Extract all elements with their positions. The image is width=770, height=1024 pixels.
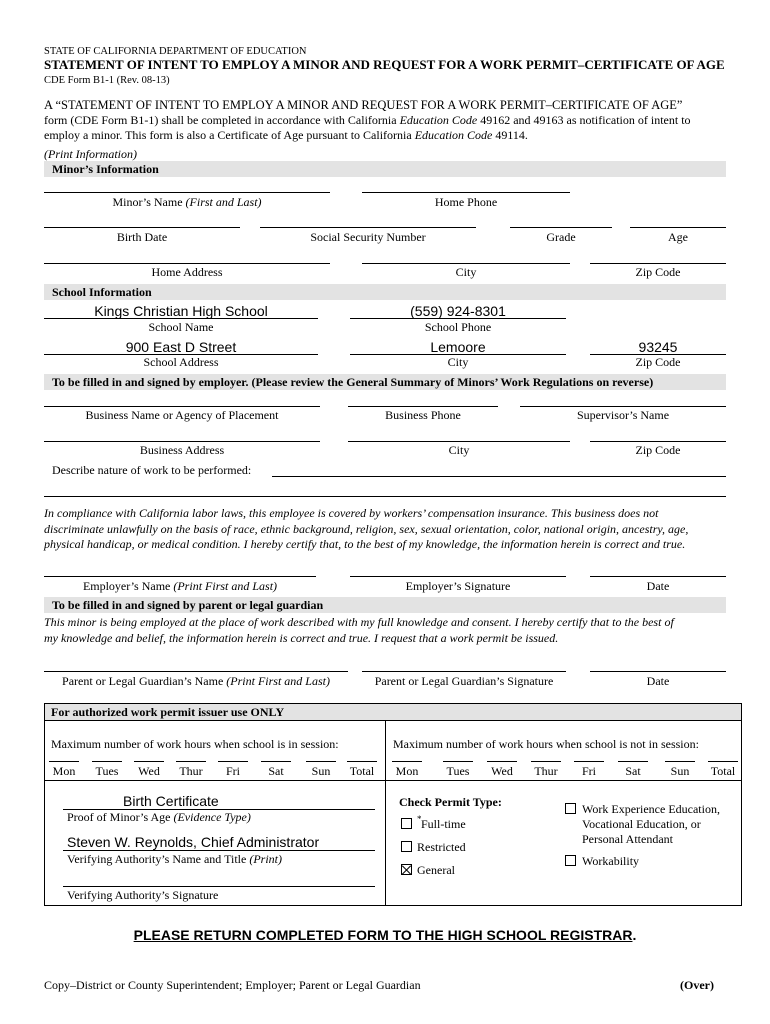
day-label: Sat: [268, 764, 284, 778]
guardian-line: This minor is being employed at the place of work described with my full knowledge and consent. I hereby certify that to the best of: [44, 615, 674, 629]
day-hours-field[interactable]: [708, 761, 738, 762]
day-hours-field[interactable]: [134, 761, 164, 762]
minor-info-heading: [44, 161, 726, 177]
fulltime-checkbox[interactable]: [401, 818, 412, 829]
return-form-instruction: [0, 926, 770, 944]
business-zip-label: Zip Code: [635, 443, 681, 457]
school-info-heading: [44, 284, 726, 300]
guardian-line: my knowledge and belief, the information herein is correct and true. I request that a work permit be issued.: [44, 630, 559, 645]
verifying-authority-signature-label: Verifying Authority’s Signature: [67, 888, 219, 902]
restricted-label: Restricted: [417, 840, 466, 854]
label-text: Verifying Authority’s Name and Title: [67, 852, 250, 866]
day-label: Thur: [179, 764, 203, 778]
section-heading-text: Minor’s Information: [52, 162, 159, 176]
minor-name-label: [44, 195, 330, 209]
work-experience-checkbox[interactable]: [565, 803, 576, 814]
section-heading-text: School Information: [52, 285, 152, 299]
evidence-type-value[interactable]: Birth Certificate: [123, 793, 219, 809]
label-text-italic: (Print): [249, 852, 282, 866]
day-label: Tues: [446, 764, 470, 778]
business-zip-field[interactable]: [590, 441, 726, 442]
employer-name-field[interactable]: [44, 576, 316, 577]
age-field[interactable]: [630, 227, 726, 228]
verifying-authority-signature-field[interactable]: [63, 886, 375, 887]
label-text: Employer’s Name: [82, 579, 174, 593]
ssn-field[interactable]: [260, 227, 476, 228]
business-phone-label: Business Phone: [385, 408, 461, 422]
age-label: Age: [668, 230, 688, 244]
day-hours-field[interactable]: [218, 761, 248, 762]
return-text: PLEASE RETURN COMPLETED FORM TO THE HIGH SCHOOL REGISTRAR: [133, 927, 633, 943]
business-city-field[interactable]: [348, 441, 570, 442]
intro-line-2: [44, 113, 691, 127]
day-label: Fri: [581, 764, 596, 778]
fulltime-asterisk: *: [417, 814, 422, 824]
minor-city-label: City: [455, 265, 477, 279]
over-note: (Over): [680, 978, 714, 992]
describe-work-label: Describe nature of work to be performed:: [52, 463, 252, 477]
section-heading-text: To be filled in and signed by parent or legal guardian: [52, 598, 324, 612]
day-label: Total: [349, 764, 375, 778]
day-hours-field[interactable]: [443, 761, 473, 762]
label-text-italic: (Evidence Type): [173, 810, 251, 824]
day-label: Thur: [534, 764, 558, 778]
check-permit-type-label: Check Permit Type:: [399, 795, 502, 809]
day-label: Mon: [52, 764, 76, 778]
form-number: CDE Form B1-1 (Rev. 08-13): [44, 75, 170, 86]
compliance-line: physical handicap, or medical condition. I hereby certify that, to the best of my knowledge, the information herein is correct and true.: [44, 537, 686, 551]
school-name-label: School Name: [148, 320, 214, 334]
verifying-authority-value[interactable]: Steven W. Reynolds, Chief Administrator: [67, 834, 320, 850]
guardian-heading: [44, 597, 726, 613]
compliance-line: In compliance with California labor laws, this employee is covered by workers’ compensation insurance. This business does not: [44, 506, 659, 520]
business-name-label: Business Name or Agency of Placement: [85, 408, 279, 422]
school-phone-line: [350, 318, 566, 319]
day-label: Mon: [395, 764, 419, 778]
minor-zip-label: Zip Code: [635, 265, 681, 279]
work-experience-label-2: Vocational Education, or: [582, 817, 701, 831]
home-address-field[interactable]: [44, 263, 330, 264]
intro-text: 49162 and 49163 as notification of intent to: [477, 113, 691, 127]
school-address-value[interactable]: 900 East D Street: [125, 339, 237, 355]
guardian-date-field[interactable]: [590, 671, 726, 672]
max-hours-not-in-session-label: Maximum number of work hours when school is not in session:: [393, 737, 699, 751]
employer-heading: [44, 374, 726, 390]
day-label: Sun: [670, 764, 690, 778]
intro-line-1: A “STATEMENT OF INTENT TO EMPLOY A MINOR AND REQUEST FOR A WORK PERMIT–CERTIFICATE OF AGE”: [44, 98, 683, 112]
max-hours-in-session-label: Maximum number of work hours when school is in session:: [51, 737, 339, 751]
issuer-box: [44, 703, 742, 906]
verifying-authority-line: [63, 850, 375, 851]
general-checkbox[interactable]: [401, 864, 412, 875]
guardian-name-label: [44, 674, 348, 688]
label-text: Proof of Minor’s Age: [67, 810, 174, 824]
intro-code: Education Code: [414, 128, 493, 142]
school-zip-value[interactable]: 93245: [638, 339, 678, 355]
department-name: STATE OF CALIFORNIA DEPARTMENT OF EDUCATION: [44, 46, 307, 57]
label-text-italic: (First and Last): [185, 195, 262, 209]
business-name-field[interactable]: [44, 406, 320, 407]
day-label: Tues: [95, 764, 119, 778]
school-name-line: [44, 318, 318, 319]
guardian-signature-label: Parent or Legal Guardian’s Signature: [374, 674, 554, 688]
section-heading-text: To be filled in and signed by employer. (Please review the General Summary of Minors’ Work Regulations on reverse): [52, 375, 654, 389]
issuer-heading: For authorized work permit issuer use ONLY: [51, 705, 285, 719]
intro-code: Education Code: [399, 113, 478, 127]
workability-label: Workability: [582, 854, 640, 868]
return-dot: .: [632, 927, 637, 943]
workability-checkbox[interactable]: [565, 855, 576, 866]
evidence-type-label: [67, 810, 251, 824]
day-hours-field[interactable]: [531, 761, 561, 762]
day-label: Wed: [491, 764, 513, 778]
print-information-note: (Print Information): [44, 147, 137, 161]
school-address-label: School Address: [143, 355, 219, 369]
school-phone-label: School Phone: [424, 320, 492, 334]
business-address-label: Business Address: [139, 443, 225, 457]
minor-zip-field[interactable]: [590, 263, 726, 264]
general-label: General: [417, 863, 455, 877]
compliance-statement: [44, 506, 734, 553]
work-experience-label-1: Work Experience Education,: [582, 802, 720, 816]
day-hours-field[interactable]: [392, 761, 422, 762]
grade-field[interactable]: [510, 227, 612, 228]
employer-date-label: Date: [646, 579, 670, 593]
minor-city-field[interactable]: [362, 263, 570, 264]
copy-distribution: Copy–District or County Superintendent; Employer; Parent or Legal Guardian: [44, 978, 421, 992]
work-experience-label-3: Personal Attendant: [582, 832, 673, 846]
school-name-value[interactable]: Kings Christian High School: [94, 303, 268, 319]
day-label: Fri: [225, 764, 240, 778]
day-label: Sat: [625, 764, 641, 778]
day-hours-field[interactable]: [49, 761, 79, 762]
school-city-value[interactable]: Lemoore: [430, 339, 486, 355]
issuer-divider-vertical: [385, 721, 386, 905]
guardian-statement: [44, 615, 734, 646]
fulltime-label: Full-time: [421, 817, 466, 831]
home-phone-label: Home Phone: [434, 195, 498, 209]
issuer-heading-band: [45, 704, 741, 721]
guardian-date-label: Date: [646, 674, 670, 688]
label-text: Parent or Legal Guardian’s Name: [62, 674, 227, 688]
employer-signature-label: Employer’s Signature: [405, 579, 511, 593]
school-zip-label: Zip Code: [635, 355, 681, 369]
describe-work-field-2[interactable]: [44, 496, 726, 497]
day-hours-field[interactable]: [347, 761, 377, 762]
label-text-italic: (Print First and Last): [226, 674, 330, 688]
home-phone-field[interactable]: [362, 192, 570, 193]
verifying-authority-label: [67, 852, 282, 866]
school-city-label: City: [447, 355, 469, 369]
school-phone-value[interactable]: (559) 924-8301: [410, 303, 506, 319]
day-hours-field[interactable]: [665, 761, 695, 762]
supervisor-label: Supervisor’s Name: [576, 408, 670, 422]
day-hours-field[interactable]: [618, 761, 648, 762]
guardian-name-field[interactable]: [44, 671, 348, 672]
intro-text: form (CDE Form B1-1) shall be completed in accordance with California: [44, 113, 400, 127]
intro-text: employ a minor. This form is also a Certificate of Age pursuant to California: [44, 128, 415, 142]
day-hours-field[interactable]: [176, 761, 206, 762]
day-hours-field[interactable]: [261, 761, 291, 762]
day-hours-field[interactable]: [306, 761, 336, 762]
business-city-label: City: [448, 443, 470, 457]
guardian-signature-field[interactable]: [362, 671, 566, 672]
day-label: Wed: [138, 764, 160, 778]
supervisor-field[interactable]: [520, 406, 726, 407]
employer-name-label: [44, 579, 316, 593]
business-phone-field[interactable]: [348, 406, 498, 407]
compliance-line: discriminate unlawfully on the basis of race, ethnic background, religion, sex, sexual orientation, color, national origin, ancestry, age,: [44, 521, 689, 536]
issuer-divider-horizontal: [45, 780, 741, 781]
employer-date-field[interactable]: [590, 576, 726, 577]
label-text: Minor’s Name: [112, 195, 186, 209]
intro-line-3: [44, 128, 528, 142]
day-hours-field[interactable]: [574, 761, 604, 762]
form-title: STATEMENT OF INTENT TO EMPLOY A MINOR AND REQUEST FOR A WORK PERMIT–CERTIFICATE OF AGE: [44, 57, 725, 72]
day-hours-field[interactable]: [92, 761, 122, 762]
day-label: Total: [710, 764, 736, 778]
home-address-label: Home Address: [151, 265, 223, 279]
ssn-label: Social Security Number: [310, 230, 426, 244]
grade-label: Grade: [546, 230, 576, 244]
describe-work-field[interactable]: [272, 476, 726, 477]
day-hours-field[interactable]: [487, 761, 517, 762]
employer-signature-field[interactable]: [350, 576, 566, 577]
birth-date-field[interactable]: [44, 227, 240, 228]
restricted-checkbox[interactable]: [401, 841, 412, 852]
business-address-field[interactable]: [44, 441, 320, 442]
label-text-italic: (Print First and Last): [173, 579, 278, 593]
intro-text: 49114.: [492, 128, 528, 142]
day-label: Sun: [311, 764, 331, 778]
minor-name-field[interactable]: [44, 192, 330, 193]
birth-date-label: Birth Date: [116, 230, 168, 244]
